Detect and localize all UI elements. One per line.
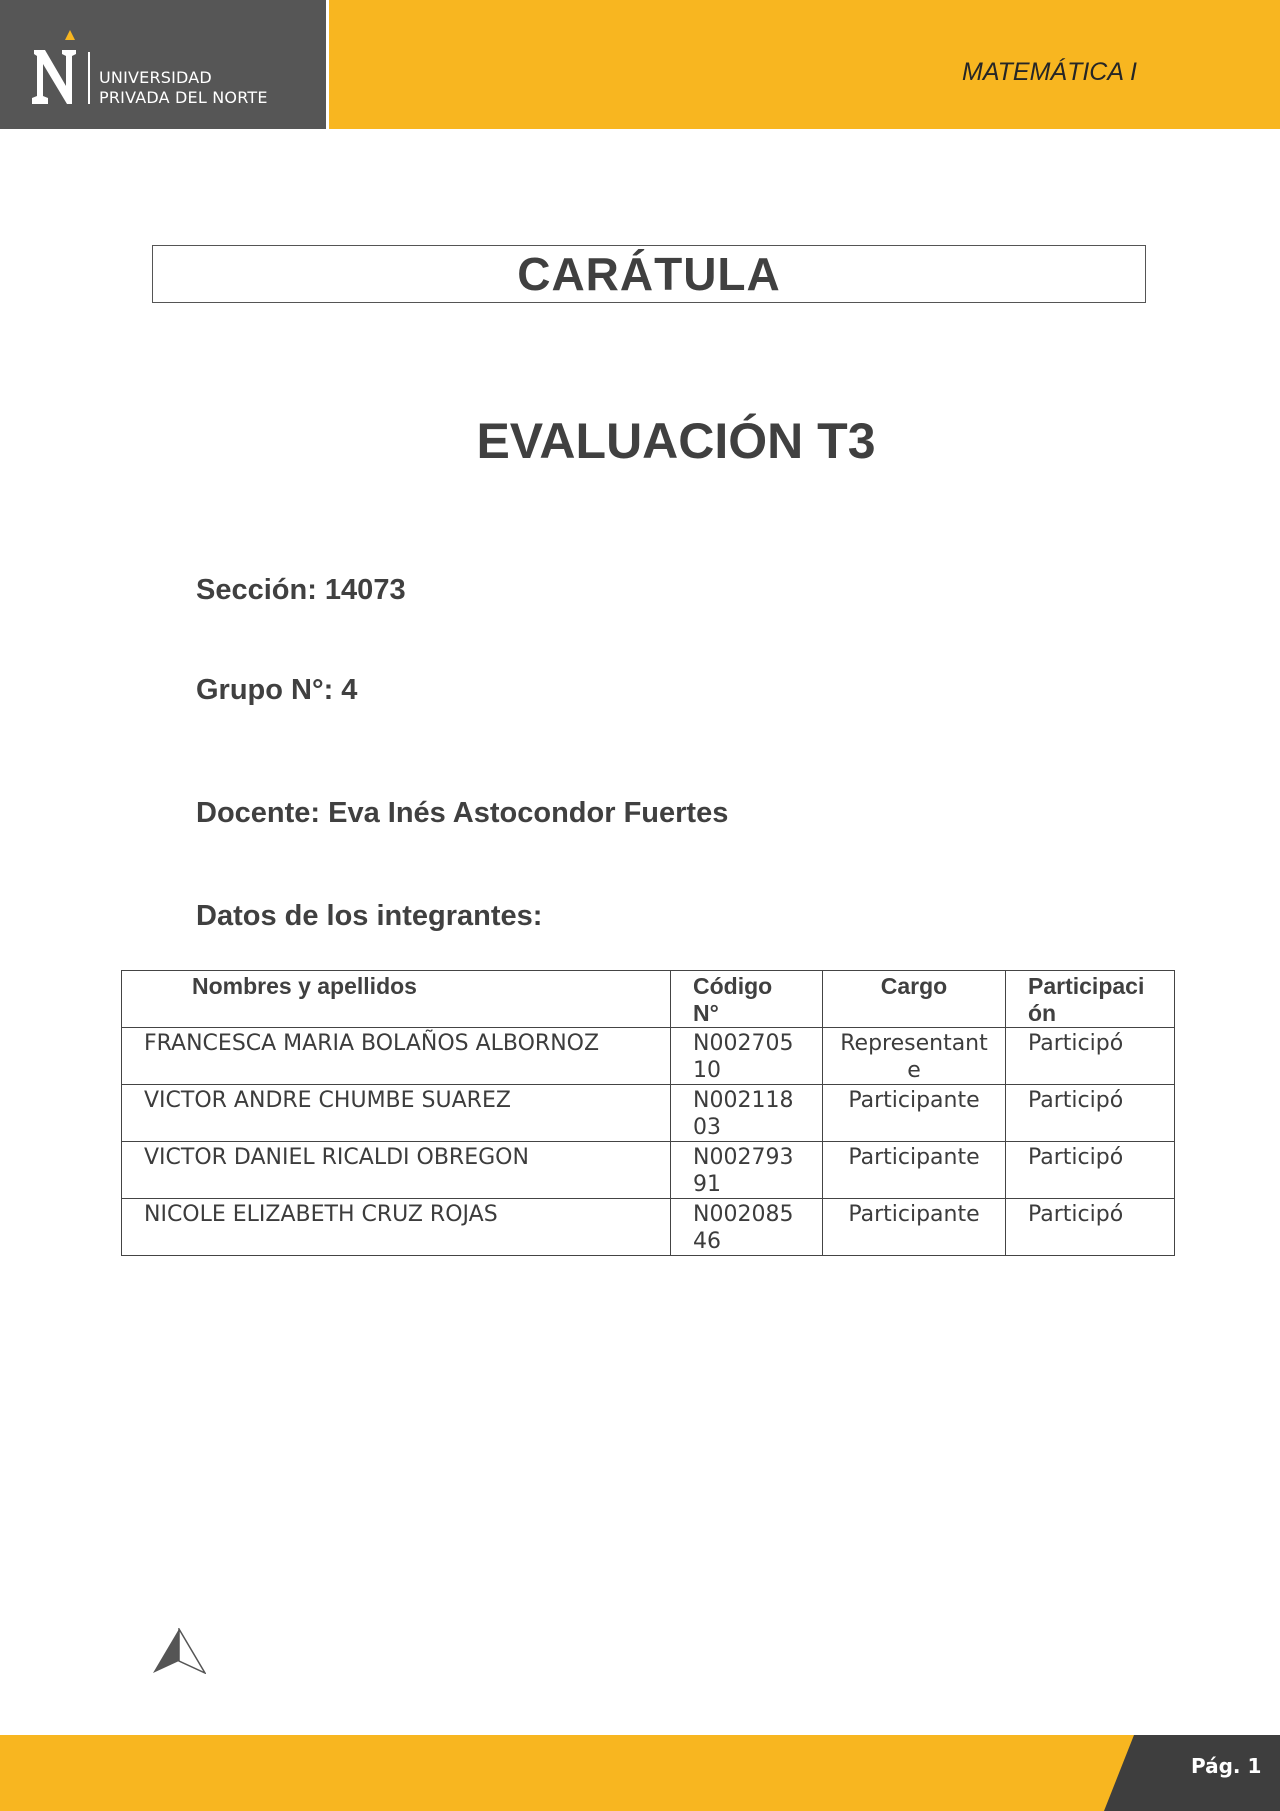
member-code: N00279391 bbox=[671, 1142, 823, 1199]
table-row bbox=[122, 1028, 1175, 1085]
university-name bbox=[99, 68, 268, 108]
cover-title-box bbox=[152, 245, 1146, 303]
member-name: FRANCESCA MARIA BOLAÑOS ALBORNOZ bbox=[122, 1028, 671, 1085]
member-code: N00211803 bbox=[671, 1085, 823, 1142]
member-name: VICTOR DANIEL RICALDI OBREGON bbox=[122, 1142, 671, 1199]
group-label: Grupo N°: 4 bbox=[196, 674, 358, 706]
member-name: VICTOR ANDRE CHUMBE SUAREZ bbox=[122, 1085, 671, 1142]
header-logo-block bbox=[0, 0, 326, 129]
course-title: MATEMÁTICA I bbox=[962, 58, 1137, 86]
member-role: Participante bbox=[823, 1142, 1006, 1199]
header-accent-bar bbox=[329, 0, 1280, 129]
member-participation: Participó bbox=[1006, 1142, 1175, 1199]
cover-title: CARÁTULA bbox=[517, 248, 781, 300]
member-name: NICOLE ELIZABETH CRUZ ROJAS bbox=[122, 1199, 671, 1256]
member-role: Representante bbox=[823, 1028, 1006, 1085]
header-role: Cargo bbox=[823, 971, 1006, 1028]
header-name: Nombres y apellidos bbox=[122, 971, 671, 1028]
upn-logo-icon bbox=[28, 28, 88, 108]
table-row bbox=[122, 1199, 1175, 1256]
evaluation-title: EVALUACIÓN T3 bbox=[476, 413, 876, 469]
member-role: Participante bbox=[823, 1085, 1006, 1142]
header-code: Código N° bbox=[671, 971, 823, 1028]
members-table bbox=[121, 970, 1175, 1256]
table-header-row bbox=[122, 971, 1175, 1028]
members-label: Datos de los integrantes: bbox=[196, 900, 543, 932]
university-name-line1: UNIVERSIDAD bbox=[99, 68, 212, 87]
section-label: Sección: 14073 bbox=[196, 574, 406, 606]
member-participation: Participó bbox=[1006, 1085, 1175, 1142]
teacher-label: Docente: Eva Inés Astocondor Fuertes bbox=[196, 797, 729, 829]
member-role: Participante bbox=[823, 1199, 1006, 1256]
page-number: Pág. 1 bbox=[1191, 1754, 1262, 1778]
logo-divider bbox=[88, 52, 90, 104]
member-code: N00208546 bbox=[671, 1199, 823, 1256]
member-code: N00270510 bbox=[671, 1028, 823, 1085]
university-name-line2: PRIVADA DEL NORTE bbox=[99, 88, 268, 107]
navigation-arrow-icon bbox=[152, 1628, 206, 1674]
table-row bbox=[122, 1085, 1175, 1142]
footer-bar bbox=[0, 1735, 1280, 1811]
member-participation: Participó bbox=[1006, 1199, 1175, 1256]
member-participation: Participó bbox=[1006, 1028, 1175, 1085]
table-row bbox=[122, 1142, 1175, 1199]
header-participation: Participación bbox=[1006, 971, 1175, 1028]
